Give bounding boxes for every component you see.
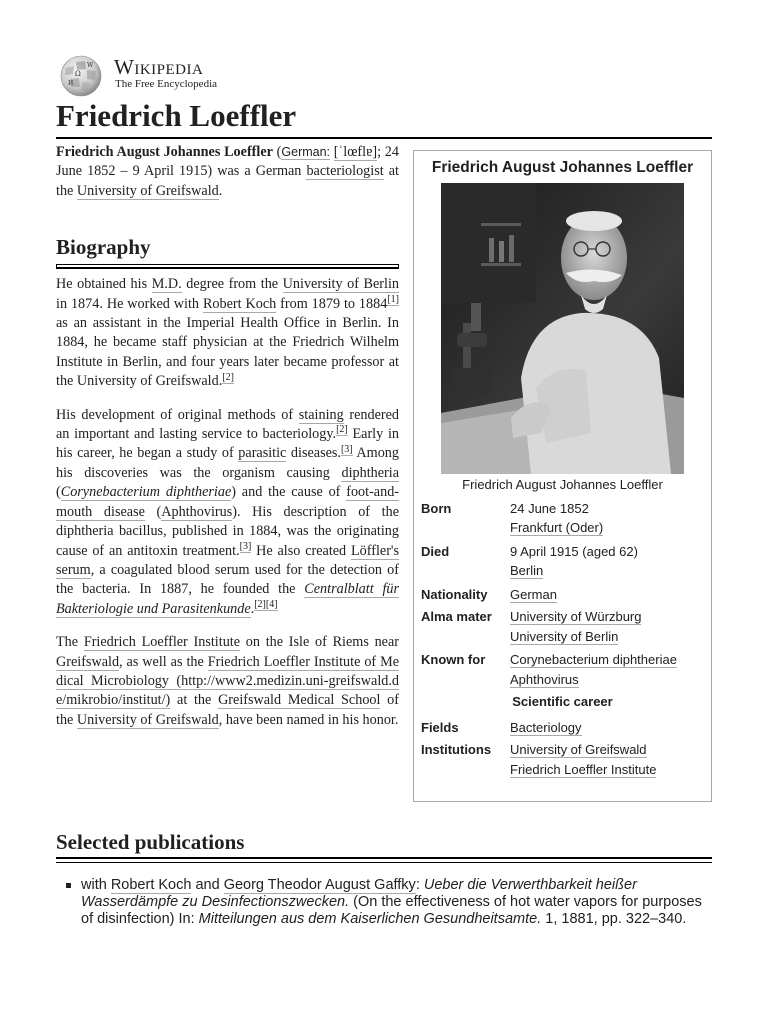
text: (: [144, 503, 162, 520]
link-lofflers-serum[interactable]: Löffler's serum: [56, 542, 399, 578]
label: Fields: [421, 719, 459, 735]
text: The: [56, 634, 84, 651]
label: Born: [421, 500, 452, 516]
link-aphthovirus[interactable]: Aphthovirus: [161, 503, 233, 520]
reference-link[interactable]: [2]: [222, 371, 234, 383]
reference-link[interactable]: [2]: [254, 598, 266, 610]
text: , have been named in his honor.: [218, 711, 399, 728]
text: ). His description of the diphtheria bacillus, published in 1884, was the originating cause of an antitoxin treatment.: [56, 503, 400, 559]
link-university-of-greifswald[interactable]: University of Greifswald: [76, 182, 219, 199]
text: at the: [56, 163, 399, 199]
photo-caption: Friedrich August Johannes Loeffler: [462, 477, 663, 492]
infobox-row-nationality: [421, 585, 704, 605]
link-diphtheria[interactable]: diphtheria: [341, 464, 399, 481]
reference-link[interactable]: [4]: [265, 598, 278, 610]
link-friedrich-loeffler-institute[interactable]: Friedrich Loeffler Institute: [83, 634, 241, 651]
infobox: [413, 150, 712, 802]
link-german[interactable]: German:: [281, 145, 331, 159]
text: ) and the cause of: [231, 484, 347, 501]
text: ; 24 June 1852 – 9 April 1915) was a German: [56, 144, 399, 180]
list-item: [64, 877, 704, 928]
infobox-row-born: [421, 499, 704, 538]
publications-list: [64, 877, 704, 928]
link-frankfurt-oder[interactable]: Frankfurt (Oder): [510, 520, 604, 535]
link-centralblatt[interactable]: Centralblatt für Bakteriologie und Parasitenkunde: [56, 581, 399, 617]
reference-link[interactable]: [3]: [340, 443, 353, 455]
link-corynebacterium-diphtheriae[interactable]: Corynebacterium diphtheriae: [510, 652, 677, 667]
section-divider: [56, 857, 712, 859]
link-university-of-greifswald[interactable]: University of Greifswald: [76, 711, 219, 728]
article-body: [56, 143, 399, 744]
reference-link[interactable]: [2]: [336, 424, 348, 436]
text: rendered an important and lasting service to bacteriology.: [56, 406, 399, 443]
value: [510, 499, 603, 538]
link-berlin[interactable]: Berlin: [510, 563, 544, 578]
text: on the Isle of Riems near: [240, 634, 400, 651]
link-corynebacterium-diphtheriae[interactable]: Corynebacterium diphtheriae: [60, 484, 232, 501]
label: Nationality: [421, 586, 488, 602]
svg-text:W: W: [87, 62, 94, 69]
text: He also created: [251, 542, 351, 559]
text: degree from the: [181, 276, 283, 293]
text: as an assistant in the Imperial Health Office in Berlin. In 1884, he became staff physician at the Friedrich Wilhelm Institute in Berlin, and four years later became professor at the University of Greifswald.: [56, 315, 399, 390]
infobox-title: Friedrich August Johannes Loeffler: [431, 159, 694, 176]
died-date: 9 April 1915 (aged 62): [510, 543, 638, 559]
link-bacteriology[interactable]: Bacteriology: [510, 719, 582, 735]
biography-paragraph-2: [56, 406, 399, 619]
infobox-row-institutions: [421, 740, 704, 779]
infobox-row-died: [421, 542, 704, 581]
wikipedia-name: Wikipedia: [114, 55, 204, 79]
portrait-photo[interactable]: [441, 183, 684, 474]
text: His development of original methods of: [56, 406, 299, 423]
page-title: Friedrich Loeffler: [56, 98, 297, 133]
text: He obtained his: [56, 276, 152, 293]
subject-name: Friedrich August Johannes Loeffler: [56, 144, 273, 160]
journal-title: Mitteilungen aus dem Kaiserlichen Gesundheitsamte.: [198, 911, 542, 927]
title-divider: [56, 137, 712, 139]
link-greifswald[interactable]: Greifswald: [56, 653, 120, 670]
svg-text:Ω: Ω: [75, 70, 81, 78]
value: [510, 650, 677, 689]
link-german[interactable]: German: [510, 586, 557, 602]
text: with: [81, 877, 111, 893]
value: [510, 718, 582, 738]
link-bacteriologist[interactable]: bacteriologist: [306, 163, 384, 180]
link-staining[interactable]: staining: [298, 406, 344, 423]
link-institute-of-medical-microbiology[interactable]: Friedrich Loeffler Institute of Medical Microbiology (http://www2.medizin.uni-greifswald.de/mikrobio/institut/): [56, 653, 399, 709]
reference-link[interactable]: [1]: [387, 293, 399, 305]
link-md[interactable]: M.D.: [151, 276, 182, 293]
infobox-subheading-scientific-career: Scientific career: [512, 694, 613, 709]
value: [510, 607, 641, 646]
link-university-of-berlin[interactable]: University of Berlin: [282, 276, 399, 293]
wikipedia-globe-icon[interactable]: [56, 54, 106, 98]
text: .: [218, 182, 223, 199]
label: Alma mater: [421, 609, 492, 624]
value: [510, 542, 638, 581]
label: Died: [421, 543, 450, 559]
biography-paragraph-3: [56, 633, 399, 730]
link-robert-koch[interactable]: Robert Koch: [110, 877, 192, 893]
text: in 1874. He worked with: [56, 295, 203, 312]
text: at the: [170, 692, 219, 709]
text: from 1879 to 1884: [276, 295, 388, 312]
wikipedia-tagline: The Free Encyclopedia: [115, 78, 218, 90]
link-aphthovirus[interactable]: Aphthovirus: [510, 671, 579, 687]
text: diseases.: [286, 445, 341, 462]
publication-title: Ueber die Verwerthbarkeit heißer Wasserdämpfe zu Desinfectionszwecken.: [81, 877, 637, 910]
text: 1, 1881, pp. 322–340.: [541, 911, 687, 927]
link-friedrich-loeffler-institute[interactable]: Friedrich Loeffler Institute: [510, 761, 657, 777]
label: Institutions: [421, 742, 492, 757]
infobox-row-fields: [421, 718, 704, 738]
link-university-of-greifswald[interactable]: University of Greifswald: [510, 742, 647, 757]
text: (: [272, 144, 282, 160]
link-robert-koch[interactable]: Robert Koch: [202, 295, 277, 312]
section-heading-biography: Biography: [56, 235, 399, 265]
link-greifswald-medical-school[interactable]: Greifswald Medical School: [218, 692, 381, 709]
link-parasitic[interactable]: parasitic: [238, 445, 287, 462]
born-date: 24 June 1852: [510, 500, 589, 516]
link-university-of-berlin[interactable]: University of Berlin: [510, 628, 619, 644]
link-university-of-wurzburg[interactable]: University of Würzburg: [510, 609, 642, 624]
text: (On the effectiveness of hot water vapors for purposes of disinfection) In:: [81, 894, 702, 927]
biography-paragraph-1: [56, 275, 399, 391]
text: and: [191, 877, 224, 893]
infobox-row-known-for: [421, 650, 704, 689]
wikipedia-wordmark[interactable]: [114, 56, 217, 91]
text: Early in his career, he began a study of: [56, 426, 399, 462]
label: Known for: [421, 652, 486, 667]
text: of the: [56, 692, 399, 728]
text: , as well as the: [119, 653, 208, 670]
lead-paragraph: [56, 143, 399, 201]
text: :: [415, 877, 424, 893]
text: , a coagulated blood serum used for the detection of the bacteria. In 1887, he founded the: [56, 561, 399, 598]
infobox-row-alma-mater: [421, 607, 704, 646]
link-foot-and-mouth-disease[interactable]: foot-and-mouth disease: [56, 484, 400, 520]
ipa-pronunciation[interactable]: [ˈlœflɐ]: [333, 144, 378, 160]
value: [510, 740, 656, 779]
text: .: [250, 600, 255, 617]
section-divider: [56, 862, 712, 863]
svg-text:И: И: [68, 80, 74, 87]
text: Among his discoveries was the organism causing: [56, 445, 399, 481]
reference-link[interactable]: [3]: [239, 540, 252, 552]
section-heading-selected-publications: Selected publications: [56, 830, 245, 854]
value: [510, 585, 557, 605]
link-georg-theodor-august-gaffky[interactable]: Georg Theodor August Gaffky: [223, 877, 416, 893]
text: (: [56, 484, 61, 501]
